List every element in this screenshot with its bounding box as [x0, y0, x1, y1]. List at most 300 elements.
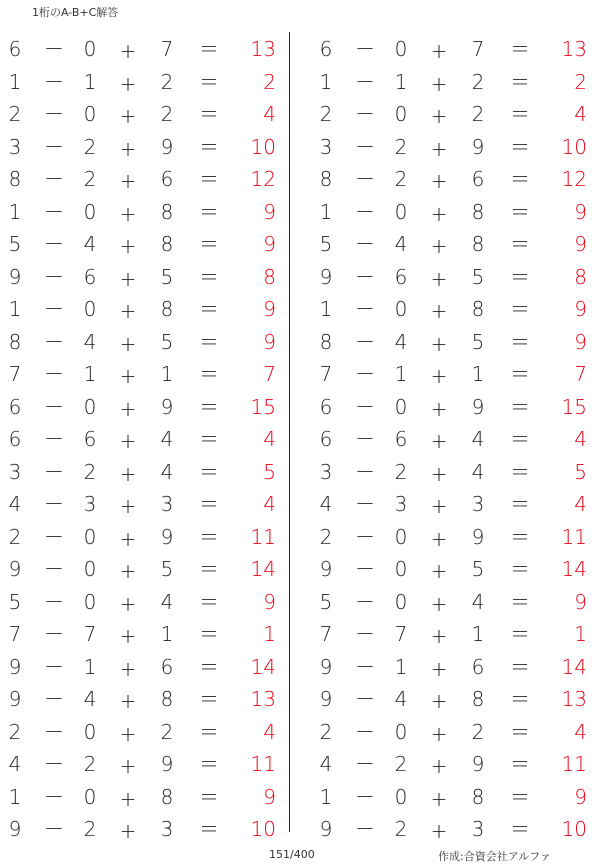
equation-row	[0, 66, 290, 99]
equals-sign: ＝	[510, 69, 530, 94]
operand-b: 2	[394, 134, 408, 159]
operand-b: 2	[394, 459, 408, 484]
equation-row	[0, 618, 290, 651]
operand-a: 7	[8, 362, 22, 386]
page-title: 1桁のA-B+C解答	[32, 6, 119, 19]
answer: 8	[574, 264, 587, 289]
plus-sign: +	[119, 364, 137, 388]
minus-sign: －	[44, 427, 64, 451]
operand-a: 7	[8, 622, 22, 646]
equals-sign: ＝	[199, 297, 219, 321]
operand-c: 2	[471, 69, 485, 94]
minus-sign: －	[355, 167, 375, 191]
equals-sign: ＝	[510, 134, 530, 159]
equals-sign: ＝	[199, 622, 219, 646]
operand-a: 6	[319, 427, 333, 451]
operand-a: 3	[8, 134, 22, 159]
operand-a: 5	[319, 589, 333, 614]
equation-row	[0, 423, 290, 456]
operand-c: 8	[471, 199, 485, 224]
answer: 10	[250, 817, 276, 841]
answer: 15	[250, 394, 276, 419]
plus-sign: +	[430, 266, 448, 291]
plus-sign: +	[430, 494, 448, 518]
answer: 9	[263, 297, 276, 321]
equation-row	[0, 456, 290, 489]
operand-c: 9	[160, 134, 174, 159]
minus-sign: －	[44, 719, 64, 744]
operand-c: 4	[160, 427, 174, 451]
answer: 14	[561, 557, 587, 581]
equation-row	[311, 618, 600, 651]
plus-sign: +	[430, 559, 448, 583]
minus-sign: －	[44, 329, 64, 354]
equals-sign: ＝	[510, 199, 530, 224]
operand-c: 5	[471, 329, 485, 354]
operand-c: 9	[160, 524, 174, 549]
operand-a: 2	[319, 719, 333, 744]
plus-sign: +	[119, 591, 137, 616]
operand-c: 8	[160, 297, 174, 321]
operand-a: 5	[319, 232, 333, 256]
answer: 10	[561, 134, 587, 159]
plus-sign: +	[430, 526, 448, 551]
operand-a: 6	[8, 427, 22, 451]
minus-sign: －	[44, 589, 64, 614]
operand-c: 4	[471, 459, 485, 484]
plus-sign: +	[430, 104, 448, 128]
equals-sign: ＝	[199, 687, 219, 711]
operand-b: 6	[394, 264, 408, 289]
minus-sign: －	[355, 654, 375, 679]
operand-b: 0	[83, 557, 97, 581]
answer: 9	[574, 199, 587, 224]
answer: 7	[263, 362, 276, 386]
plus-sign: +	[119, 299, 137, 323]
operand-b: 1	[394, 654, 408, 679]
plus-sign: +	[119, 494, 137, 518]
operand-b: 0	[83, 524, 97, 549]
plus-sign: +	[119, 819, 137, 843]
plus-sign: +	[430, 624, 448, 648]
equation-row	[0, 748, 290, 781]
equals-sign: ＝	[199, 817, 219, 841]
equals-sign: ＝	[510, 362, 530, 386]
plus-sign: +	[430, 786, 448, 811]
operand-b: 1	[83, 654, 97, 679]
minus-sign: －	[44, 37, 64, 61]
answer: 9	[574, 329, 587, 354]
answer: 14	[250, 557, 276, 581]
minus-sign: －	[355, 459, 375, 484]
operand-a: 9	[8, 264, 22, 289]
operand-b: 2	[83, 167, 97, 191]
answer: 4	[263, 427, 276, 451]
operand-c: 8	[160, 199, 174, 224]
equals-sign: ＝	[510, 654, 530, 679]
answer: 4	[574, 102, 587, 126]
operand-b: 4	[394, 329, 408, 354]
equals-sign: ＝	[510, 817, 530, 841]
operand-b: 0	[394, 557, 408, 581]
equals-sign: ＝	[510, 37, 530, 61]
operand-b: 1	[83, 362, 97, 386]
equation-row	[311, 586, 600, 619]
operand-c: 1	[471, 622, 485, 646]
operand-c: 1	[160, 622, 174, 646]
operand-b: 0	[83, 394, 97, 419]
operand-a: 2	[8, 524, 22, 549]
minus-sign: －	[44, 817, 64, 841]
operand-b: 7	[394, 622, 408, 646]
equation-row	[0, 163, 290, 196]
equals-sign: ＝	[510, 264, 530, 289]
minus-sign: －	[44, 394, 64, 419]
equation-row	[311, 521, 600, 554]
equation-row	[0, 358, 290, 391]
plus-sign: +	[119, 754, 137, 778]
operand-c: 7	[471, 37, 485, 61]
answer: 9	[263, 329, 276, 354]
operand-a: 9	[319, 687, 333, 711]
operand-b: 6	[394, 427, 408, 451]
plus-sign: +	[430, 819, 448, 843]
operand-b: 2	[83, 134, 97, 159]
minus-sign: －	[355, 784, 375, 809]
answer: 14	[561, 654, 587, 679]
minus-sign: －	[44, 492, 64, 516]
plus-sign: +	[430, 331, 448, 356]
minus-sign: －	[355, 134, 375, 159]
equation-column-right	[311, 33, 600, 846]
answer: 11	[250, 752, 276, 776]
equation-row	[0, 683, 290, 716]
minus-sign: －	[355, 102, 375, 126]
operand-a: 2	[8, 102, 22, 126]
plus-sign: +	[119, 559, 137, 583]
equals-sign: ＝	[510, 752, 530, 776]
operand-b: 2	[83, 459, 97, 484]
equation-row	[0, 716, 290, 749]
operand-a: 1	[319, 69, 333, 94]
minus-sign: －	[355, 329, 375, 354]
plus-sign: +	[119, 136, 137, 161]
plus-sign: +	[119, 39, 137, 63]
operand-a: 3	[319, 459, 333, 484]
equals-sign: ＝	[199, 134, 219, 159]
equals-sign: ＝	[199, 719, 219, 744]
equals-sign: ＝	[199, 752, 219, 776]
plus-sign: +	[119, 624, 137, 648]
equation-row	[311, 683, 600, 716]
minus-sign: －	[355, 394, 375, 419]
plus-sign: +	[430, 234, 448, 258]
operand-b: 0	[83, 784, 97, 809]
equals-sign: ＝	[199, 654, 219, 679]
equals-sign: ＝	[510, 492, 530, 516]
answer: 4	[263, 719, 276, 744]
plus-sign: +	[119, 721, 137, 746]
plus-sign: +	[430, 461, 448, 486]
answer: 5	[263, 459, 276, 484]
equation-row	[0, 391, 290, 424]
operand-b: 2	[394, 752, 408, 776]
plus-sign: +	[119, 104, 137, 128]
plus-sign: +	[119, 656, 137, 681]
minus-sign: －	[44, 199, 64, 224]
plus-sign: +	[119, 331, 137, 356]
equation-row	[311, 293, 600, 326]
plus-sign: +	[119, 526, 137, 551]
equation-row	[0, 228, 290, 261]
operand-a: 7	[319, 362, 333, 386]
operand-c: 5	[471, 264, 485, 289]
minus-sign: －	[44, 752, 64, 776]
equals-sign: ＝	[510, 427, 530, 451]
equation-row	[311, 261, 600, 294]
operand-c: 3	[471, 817, 485, 841]
minus-sign: －	[355, 297, 375, 321]
minus-sign: －	[44, 687, 64, 711]
plus-sign: +	[119, 169, 137, 193]
plus-sign: +	[119, 429, 137, 453]
minus-sign: －	[44, 134, 64, 159]
author-credit: 作成:合資会社アルファ	[438, 850, 552, 863]
equation-row	[311, 716, 600, 749]
operand-c: 1	[471, 362, 485, 386]
equation-row	[311, 131, 600, 164]
operand-a: 6	[8, 37, 22, 61]
equals-sign: ＝	[199, 199, 219, 224]
operand-b: 1	[83, 69, 97, 94]
operand-b: 0	[394, 524, 408, 549]
minus-sign: －	[355, 232, 375, 256]
operand-a: 2	[319, 102, 333, 126]
answer: 2	[263, 69, 276, 94]
operand-a: 6	[319, 37, 333, 61]
equals-sign: ＝	[199, 589, 219, 614]
equals-sign: ＝	[199, 69, 219, 94]
minus-sign: －	[355, 37, 375, 61]
answer: 4	[263, 102, 276, 126]
operand-a: 4	[8, 492, 22, 516]
equation-row	[0, 488, 290, 521]
equation-row	[0, 521, 290, 554]
operand-a: 2	[319, 524, 333, 549]
equals-sign: ＝	[510, 297, 530, 321]
operand-a: 9	[319, 817, 333, 841]
answer: 4	[263, 492, 276, 516]
operand-c: 3	[471, 492, 485, 516]
equals-sign: ＝	[199, 427, 219, 451]
operand-a: 9	[319, 654, 333, 679]
operand-b: 4	[83, 232, 97, 256]
operand-c: 8	[160, 232, 174, 256]
minus-sign: －	[355, 362, 375, 386]
answer: 4	[574, 719, 587, 744]
operand-a: 1	[8, 784, 22, 809]
operand-b: 2	[394, 817, 408, 841]
answer: 10	[250, 134, 276, 159]
plus-sign: +	[119, 71, 137, 96]
equation-row	[311, 196, 600, 229]
operand-b: 1	[394, 69, 408, 94]
operand-c: 6	[471, 654, 485, 679]
operand-c: 6	[471, 167, 485, 191]
minus-sign: －	[355, 264, 375, 289]
plus-sign: +	[119, 201, 137, 226]
operand-c: 9	[471, 752, 485, 776]
operand-b: 2	[394, 167, 408, 191]
equation-row	[0, 586, 290, 619]
operand-c: 8	[471, 297, 485, 321]
minus-sign: －	[44, 557, 64, 581]
operand-b: 0	[394, 102, 408, 126]
plus-sign: +	[430, 429, 448, 453]
operand-b: 7	[83, 622, 97, 646]
equation-row	[311, 98, 600, 131]
equation-row	[311, 553, 600, 586]
equals-sign: ＝	[199, 459, 219, 484]
minus-sign: －	[44, 654, 64, 679]
operand-b: 0	[394, 394, 408, 419]
operand-c: 5	[160, 329, 174, 354]
operand-a: 8	[8, 167, 22, 191]
minus-sign: －	[355, 492, 375, 516]
answer: 7	[574, 362, 587, 386]
equation-row	[0, 33, 290, 66]
operand-c: 2	[471, 102, 485, 126]
minus-sign: －	[44, 167, 64, 191]
page-number: 151/400	[269, 848, 315, 861]
minus-sign: －	[355, 589, 375, 614]
equation-row	[311, 423, 600, 456]
equation-row	[0, 261, 290, 294]
equation-row	[311, 748, 600, 781]
operand-b: 4	[83, 687, 97, 711]
operand-a: 9	[8, 557, 22, 581]
equals-sign: ＝	[199, 102, 219, 126]
operand-a: 9	[319, 264, 333, 289]
operand-c: 8	[160, 687, 174, 711]
minus-sign: －	[355, 557, 375, 581]
answer: 4	[574, 492, 587, 516]
minus-sign: －	[355, 752, 375, 776]
operand-b: 2	[83, 752, 97, 776]
equation-row	[311, 391, 600, 424]
minus-sign: －	[44, 622, 64, 646]
minus-sign: －	[44, 524, 64, 549]
operand-c: 8	[471, 687, 485, 711]
operand-c: 8	[471, 784, 485, 809]
operand-c: 8	[160, 784, 174, 809]
equals-sign: ＝	[199, 232, 219, 256]
equals-sign: ＝	[510, 167, 530, 191]
equals-sign: ＝	[199, 264, 219, 289]
operand-b: 3	[394, 492, 408, 516]
answer: 5	[574, 459, 587, 484]
operand-c: 2	[160, 719, 174, 744]
equals-sign: ＝	[199, 362, 219, 386]
equation-row	[0, 196, 290, 229]
operand-c: 2	[160, 69, 174, 94]
operand-b: 2	[83, 817, 97, 841]
operand-a: 9	[8, 654, 22, 679]
operand-c: 8	[471, 232, 485, 256]
operand-a: 1	[8, 297, 22, 321]
operand-a: 1	[319, 784, 333, 809]
equation-row	[0, 651, 290, 684]
answer: 13	[250, 687, 276, 711]
answer: 9	[263, 232, 276, 256]
answer: 1	[574, 622, 587, 646]
operand-c: 4	[471, 427, 485, 451]
minus-sign: －	[355, 719, 375, 744]
operand-b: 0	[394, 199, 408, 224]
operand-b: 0	[394, 297, 408, 321]
operand-c: 2	[471, 719, 485, 744]
equals-sign: ＝	[199, 524, 219, 549]
operand-a: 8	[319, 329, 333, 354]
answer: 13	[561, 687, 587, 711]
equation-row	[311, 33, 600, 66]
operand-b: 0	[83, 199, 97, 224]
plus-sign: +	[430, 364, 448, 388]
operand-a: 9	[8, 817, 22, 841]
equation-row	[0, 813, 290, 846]
operand-c: 1	[160, 362, 174, 386]
equation-row	[0, 131, 290, 164]
equals-sign: ＝	[510, 719, 530, 744]
answer: 2	[574, 69, 587, 94]
equation-row	[311, 358, 600, 391]
minus-sign: －	[44, 102, 64, 126]
answer: 9	[574, 784, 587, 809]
equation-row	[311, 66, 600, 99]
plus-sign: +	[119, 266, 137, 291]
operand-b: 4	[394, 232, 408, 256]
answer: 9	[574, 232, 587, 256]
operand-c: 9	[471, 524, 485, 549]
operand-c: 9	[471, 394, 485, 419]
operand-a: 6	[319, 394, 333, 419]
operand-c: 9	[160, 752, 174, 776]
operand-c: 3	[160, 492, 174, 516]
operand-c: 3	[160, 817, 174, 841]
equals-sign: ＝	[199, 492, 219, 516]
operand-c: 5	[160, 557, 174, 581]
operand-c: 7	[160, 37, 174, 61]
plus-sign: +	[430, 754, 448, 778]
answer: 8	[263, 264, 276, 289]
equation-row	[311, 488, 600, 521]
operand-b: 0	[83, 37, 97, 61]
minus-sign: －	[355, 524, 375, 549]
operand-a: 8	[8, 329, 22, 354]
minus-sign: －	[44, 784, 64, 809]
operand-b: 0	[83, 102, 97, 126]
plus-sign: +	[119, 396, 137, 421]
answer: 9	[263, 199, 276, 224]
equation-row	[311, 326, 600, 359]
operand-c: 5	[160, 264, 174, 289]
answer: 11	[561, 752, 587, 776]
operand-a: 8	[319, 167, 333, 191]
equals-sign: ＝	[510, 394, 530, 419]
operand-c: 5	[471, 557, 485, 581]
plus-sign: +	[119, 689, 137, 713]
column-divider	[289, 32, 290, 832]
